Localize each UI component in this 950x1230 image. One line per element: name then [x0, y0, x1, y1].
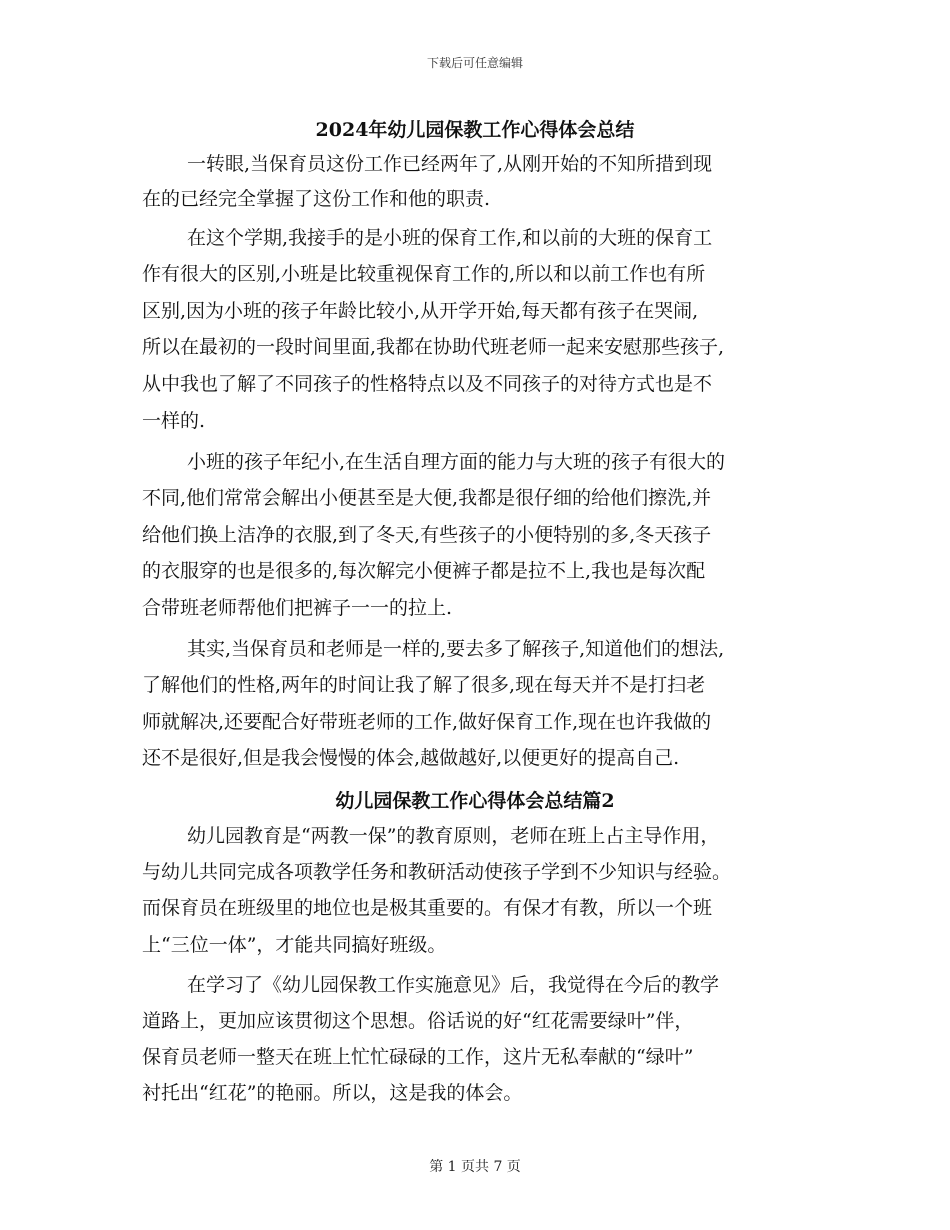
- body-line: 保育员老师一整天在班上忙忙碌碌的工作，这片无私奉献的“绿叶”: [142, 1046, 694, 1068]
- body-line: 作有很大的区别,小班是比较重视保育工作的,所以和以前工作也有所: [142, 263, 706, 285]
- body-line: 衬托出“红花”的艳丽。所以，这是我的体会。: [142, 1082, 523, 1104]
- document-title: 2024年幼儿园保教工作心得体会总结: [315, 119, 635, 141]
- body-line: 幼儿园教育是“两教一保”的教育原则，老师在班上占主导作用，: [187, 825, 720, 847]
- body-line: 还不是很好,但是我会慢慢的体会,越做越好,以便更好的提高自己.: [142, 747, 680, 769]
- body-line: 师就解决,还要配合好带班老师的工作,做好保育工作,现在也许我做的: [142, 711, 712, 733]
- body-line: 一样的.: [142, 410, 206, 432]
- body-line: 给他们换上洁净的衣服,到了冬天,有些孩子的小便特别的多,冬天孩子: [142, 524, 712, 546]
- body-line: 在的已经完全掌握了这份工作和他的职责.: [142, 188, 491, 210]
- section-title: 幼儿园保教工作心得体会总结篇2: [335, 790, 615, 812]
- body-line: 在这个学期,我接手的是小班的保育工作,和以前的大班的保育工: [187, 227, 713, 249]
- body-line: 了解他们的性格,两年的时间让我了解了很多,现在每天并不是打扫老: [142, 674, 706, 696]
- header-note: 下载后可任意编辑: [426, 56, 523, 70]
- body-line: 小班的孩子年纪小,在生活自理方面的能力与大班的孩子有很大的: [187, 451, 726, 473]
- body-line: 而保育员在班级里的地位也是极其重要的。有保才有教，所以一个班: [142, 897, 713, 919]
- body-line: 一转眼,当保育员这份工作已经两年了,从刚开始的不知所措到现: [187, 153, 713, 175]
- body-line: 其实,当保育员和老师是一样的,要去多了解孩子,知道他们的想法,: [187, 638, 725, 660]
- body-line: 合带班老师帮他们把裤子一一的拉上.: [142, 597, 453, 619]
- body-line: 所以在最初的一段时间里面,我都在协助代班老师一起来安慰那些孩子,: [142, 336, 725, 358]
- body-line: 道路上，更加应该贯彻这个思想。俗话说的好“红花需要绿叶”伴，: [142, 1010, 694, 1032]
- page-footer: 第 1 页共 7 页: [429, 1159, 521, 1175]
- body-line: 的衣服穿的也是很多的,每次解完小便裤子都是拉不上,我也是每次配: [142, 560, 706, 582]
- body-line: 上“三位一体”，才能共同搞好班级。: [142, 934, 447, 956]
- body-line: 区别,因为小班的孩子年龄比较小,从开学开始,每天都有孩子在哭闹,: [142, 300, 699, 322]
- body-line: 从中我也了解了不同孩子的性格特点以及不同孩子的对待方式也是不: [142, 373, 713, 395]
- body-line: 不同,他们常常会解出小便甚至是大便,我都是很仔细的给他们擦洗,并: [142, 487, 712, 509]
- body-line: 在学习了《幼儿园保教工作实施意见》后，我觉得在今后的教学: [187, 974, 720, 996]
- body-line: 与幼儿共同完成各项教学任务和教研活动使孩子学到不少知识与经验。: [142, 861, 732, 883]
